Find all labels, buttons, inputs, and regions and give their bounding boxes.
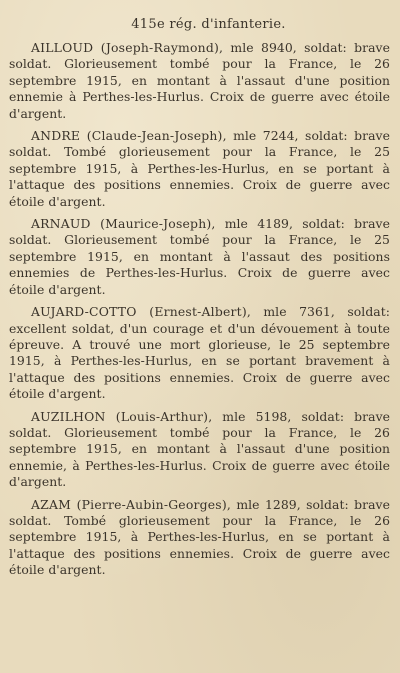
citation-entry xyxy=(9,409,390,491)
citation-text: , mle 5198, soldat: brave soldat. Glorieusement tombé pour la France, le 26 septembre 1915, en montant à l'assaut d'une position ennemie, à Perthes-les-Hurlus. Croix de guerre avec étoile d'argent. xyxy=(9,408,391,490)
soldier-name: AZAM (Pierre-Aubin-Georges) xyxy=(31,496,227,512)
soldier-name: AILLOUD (Joseph-Raymond) xyxy=(31,40,220,55)
citation-entry xyxy=(9,497,390,579)
citation-text: , mle 4189, soldat: brave soldat. Glorieusement tombé pour la France, le 25 septembre 1915, en montant à l'assaut des positions ennemies de Perthes-les-Hurlus. Croix de guerre avec étoile d'argent. xyxy=(9,216,390,297)
regiment-heading: 415e rég. d'infanterie. xyxy=(131,17,286,32)
soldier-name: ARNAUD (Maurice-Joseph) xyxy=(31,216,212,232)
citation-entry xyxy=(9,40,390,122)
citation-text: , mle 1289, soldat: brave soldat. Tombé glorieusement pour la France, le 26 septembre 1915, à Perthes-les-Hurlus, en se portant à l'attaque des positions ennemies. Croix de guerre avec étoile d'argent. xyxy=(9,496,390,578)
citation-text: , mle 7244, soldat: brave soldat. Tombé glorieusement pour la France, le 25 septembre 1915, à Perthes-les-Hurlus, en se portant à l'attaque des positions ennemies. Croix de guerre avec étoile d'argent. xyxy=(9,128,390,209)
soldier-name: AUZILHON (Louis-Arthur) xyxy=(31,408,209,424)
citation-text: , mle 7361, soldat: excellent soldat, d'un courage et d'un dévouement à toute épreuve. A trouvé une mort glorieuse, le 25 septembre 1915, à Perthes-les-Hurlus, en se portant bravement à l'attaque des positions ennemies. Croix de guerre avec étoile d'argent. xyxy=(9,304,390,402)
citation-entry xyxy=(9,216,390,298)
citation-entry xyxy=(9,304,390,402)
citation-entry xyxy=(9,128,390,210)
citation-text: , mle 8940, soldat: brave soldat. Glorieusement tombé pour la France, le 26 septembre 1915, en montant à l'assaut d'une position ennemie à Perthes-les-Hurlus. Croix de guerre avec étoile d'argent. xyxy=(9,40,390,121)
soldier-name: AUJARD-COTTO (Ernest-Albert) xyxy=(31,304,247,320)
soldier-name: ANDRE (Claude-Jean-Joseph) xyxy=(31,128,223,144)
